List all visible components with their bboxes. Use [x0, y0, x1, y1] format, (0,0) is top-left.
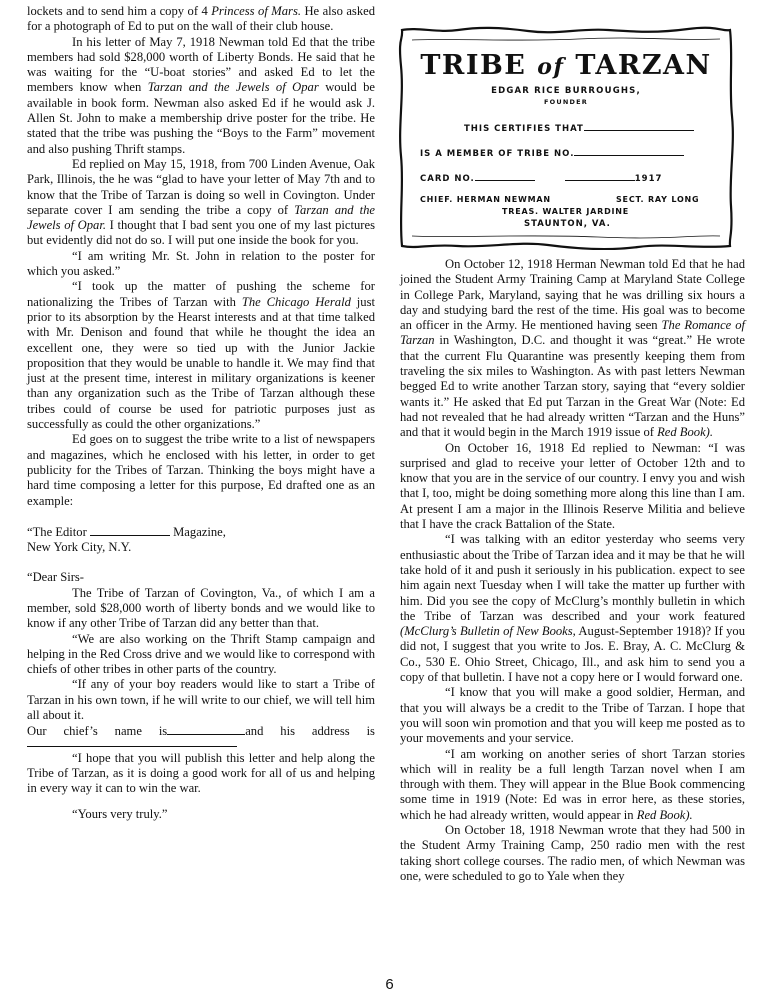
paragraph: On October 18, 1918 Newman wrote that they had 500 in the Student Army Training Camp, 250 radio men with the rest taking short college courses. The radio men, of which Newman was one, were scheduled to go to Yale when they [400, 822, 745, 883]
letter-salutation: “Dear Sirs- [27, 570, 84, 585]
paragraph: “I am writing Mr. St. John in relation to the poster for which you asked.” [27, 248, 375, 279]
letter-paragraph: “I hope that you will publish this letter and help along the Tribe of Tarzan, as it is doing a good work for all of us and helping in every way it can to win the war. [27, 750, 375, 796]
paragraph: On October 12, 1918 Herman Newman told Ed that he had joined the Student Army Training Camp at Maryland State College in College Park, Maryland, saying that he was drilling six hours a day and studying bard the rest of the time. His goal was to become an officer in the Army. He mentioned having seen The Romance of Tarzan in Washington, D.C. and thought it was “great.” He wrote that the current Flu Quarantine was presently keeping them from traveling the six miles to Washington. As with past letters Newman begged Ed to write another Tarzan story, saying that “every soldier wants it.” He asked that Ed put Tarzan in the Great War (Note: Ed had not revealed that he had already written “Tarzan and the Huns” and that it would begin in the March 1919 issue of Red Book). [400, 257, 746, 440]
paragraph: “I know that you will make a good soldier, Herman, and that you will always be a credit to the Tribe of Tarzan. I hope that you will soon win promotion and that you will keep me posted as to your movements and your service. [400, 685, 745, 746]
right-column [400, 257, 745, 884]
paragraph: “I am working on another series of short Tarzan stories which will in reality be a full length Tarzan novel when I am through with them. They will appear in the Blue Book commencing some time in 1919 (Note: Ed was in error here, as these stories, which he had already written, would appear in Red Book). [400, 746, 745, 822]
left-column [27, 4, 375, 822]
card-founder-role: FOUNDER [544, 98, 588, 106]
letter-fill-in-line: Our chief’s name is and his address is [27, 724, 375, 739]
paragraph: “I was talking with an editor yesterday who seems very enthusiastic about the Tribe of Tarzan idea and it may be that he will take hold of it and push it seriously in his publication. expect to see him again next Tuesday when I will take the matter up further with him. Did you see the copy of McClurg’s monthly bulletin in which the Tribe of Tarzan was described and your work featured (McClurg’s Bulletin of New Books, August-September 1918)? If you did not, I suggest that you write to Jos. E. Bray, A. C. McClurg & Co., 530 E. Ohio Street, Chicago, Ill., and ask him to send you a copy of that bulletin. I have not a copy here or I would forward one. [400, 532, 745, 685]
card-title: TRIBE of TARZAN [420, 50, 712, 81]
card-number-line: CARD NO. 1917 [420, 174, 663, 184]
letter-address-line: New York City, N.Y. [27, 540, 132, 555]
card-city: STAUNTON, VA. [524, 219, 611, 229]
letter-address-line: “The Editor Magazine, [27, 524, 226, 539]
paragraph: In his letter of May 7, 1918 Newman told Ed that the tribe members had sold $28,000 worth of Liberty Bonds. He said that he was waiting for the “U-boat stories” and asked Ed to let the members know when Tarzan and the Jewels of Opar would be available in book form. Newman also asked Ed if he would ask J. Allen St. John to make a membership drive poster for the tribe. He stated that the tribe was pushing the “Boys to the Farm” movement and also pushing Thrift stamps. [27, 34, 376, 156]
paragraph: On October 16, 1918 Ed replied to Newman: “I was surprised and glad to receive your letter of October 12th and to know that you are in the service of our country. I envy you and wish that I, too, might be doing something more along this line than I am. At present I am a major in the Illinois Reserve Militia and believe that I have the crack Battalion of the State. [400, 440, 745, 532]
letter-closing: “Yours very truly.” [72, 806, 168, 821]
paragraph: “I took up the matter of pushing the scheme for nationalizing the Tribes of Tarzan with The Chicago Herald just prior to its absorption by the Hearst interests and at that time talked with Mr. Denison and found that while he thought the idea an excellent one, they were so tied up with the Junior Jackie proposition that they would be unable to handle it. We may find that just at the present time, interest in military organizations is keener than any organization such as the Tribe of Tarzan although these tribes could of course be used for patriotic purposes just as successfully as could the other organizations.” [27, 279, 375, 432]
blank-line [27, 740, 237, 747]
card-certifies-line: THIS CERTIFIES THAT [464, 122, 694, 134]
blank-line [167, 723, 245, 735]
paragraph: Ed goes on to suggest the tribe write to a list of newspapers and magazines, which he enclosed with his letter, in order to get publicity for the Tribes of Tarzan. Thinking the boys might have a hard time composing a letter for this purpose, Ed drafted one as an example: [27, 432, 375, 508]
letter-paragraph: “If any of your boy readers would like to start a Tribe of Tarzan in his own town, if he will write to our chief, we will tell him all about it. [27, 677, 375, 723]
card-member-line: IS A MEMBER OF TRIBE NO. [420, 147, 684, 159]
membership-card [398, 26, 734, 250]
card-treasurer: TREAS. WALTER JARDINE [502, 207, 630, 216]
card-secretary: SECT. RAY LONG [616, 195, 700, 204]
letter-paragraph: The Tribe of Tarzan of Covington, Va., of which I am a member, sold $28,000 worth of liberty bonds and we would like to know if any other Tribe of Tarzan did any better than that. [27, 585, 375, 631]
blank-line [90, 524, 170, 536]
card-founder-name: EDGAR RICE BURROUGHS, [491, 86, 641, 96]
letter-paragraph: “We are also working on the Thrift Stamp campaign and helping in the Red Cross drive and we would like to correspond with chiefs of other tribes in other parts of the country. [27, 631, 375, 677]
paragraph: lockets and to send him a copy of 4 Princess of Mars. He also asked for a photograph of Ed to put on the wall of their club house. [27, 4, 376, 34]
card-chief: CHIEF. HERMAN NEWMAN [420, 195, 551, 204]
paragraph: Ed replied on May 15, 1918, from 700 Linden Avenue, Oak Park, Illinois, the he was “glad to have your letter of May 7th and to know that the Tribe of Tarzan is doing so well in Covington. Under separate cover I am sending the tribe a copy of Tarzan and the Jewels of Opar. I thought that I bad sent you one of my last pictures but evidently did not do so. I will put one inside the book for you. [27, 156, 375, 248]
page-number: 6 [385, 976, 394, 993]
